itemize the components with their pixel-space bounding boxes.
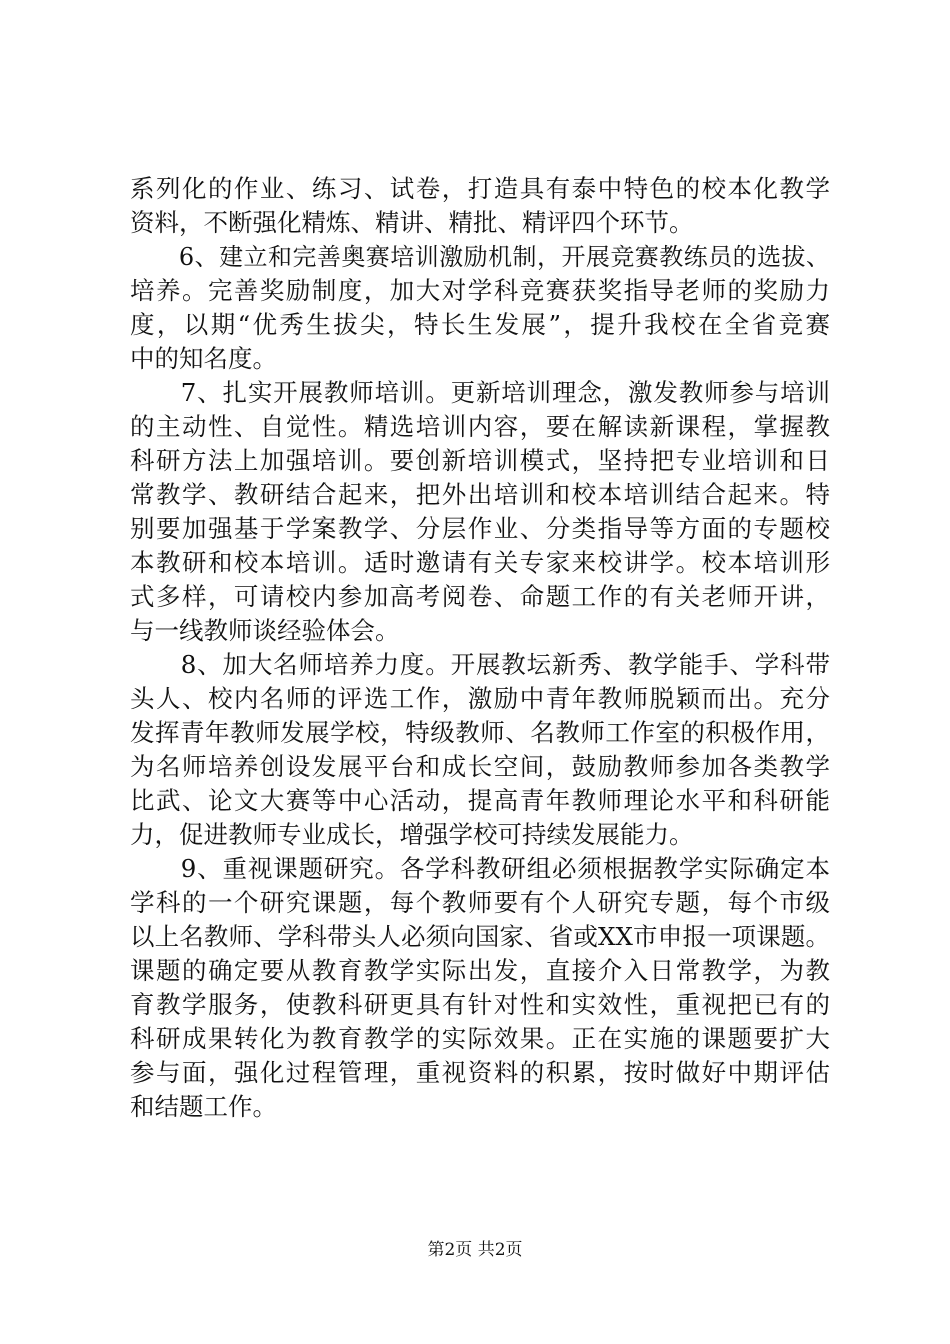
text-line: 和结题工作。 xyxy=(130,1092,277,1121)
text-line: 头人、校内名师的评选工作，激励中青年教师脱颖而出。充分 xyxy=(130,684,830,713)
text-line: 比武、论文大赛等中心活动，提高青年教师理论水平和科研能 xyxy=(130,786,830,815)
text-line: 中的知名度。 xyxy=(130,344,277,373)
text-line: 资料，不断强化精炼、精讲、精批、精评四个环节。 xyxy=(130,208,694,237)
text-line: 6、建立和完善奥赛培训激励机制，开展竞赛教练员的选拔、 xyxy=(130,243,830,271)
text-line: 8、加大名师培养力度。开展教坛新秀、教学能手、学科带 xyxy=(130,650,830,679)
text-line: 与一线教师谈经验体会。 xyxy=(130,616,400,645)
page-number-footer: 第2页 共2页 xyxy=(427,1240,523,1260)
text-line: 系列化的作业、练习、试卷，打造具有泰中特色的校本化教学 xyxy=(130,174,830,203)
text-line: 为名师培养创设发展平台和成长空间，鼓励教师参加各类教学 xyxy=(130,752,830,781)
text-line: 课题的确定要从教育教学实际出发，直接介入日常教学，为教 xyxy=(130,956,830,985)
text-line: 科研成果转化为教育教学的实际效果。正在实施的课题要扩大 xyxy=(130,1024,830,1053)
text-line: 育教学服务，使教科研更具有针对性和实效性，重视把已有的 xyxy=(130,990,830,1019)
text-line: 力，促进教师专业成长，增强学校可持续发展能力。 xyxy=(130,820,694,849)
text-line: 7、扎实开展教师培训。更新培训理念，激发教师参与培训 xyxy=(130,378,830,407)
text-line: 科研方法上加强培训。要创新培训模式，坚持把专业培训和日 xyxy=(130,446,830,475)
text-line: 以上名教师、学科带头人必须向国家、省或XX市申报一项课题。 xyxy=(130,922,830,951)
text-line: 9、重视课题研究。各学科教研组必须根据教学实际确定本 xyxy=(130,854,830,883)
text-line: 培养。完善奖励制度，加大对学科竞赛获奖指导老师的奖励力 xyxy=(130,276,830,305)
text-line: 别要加强基于学案教学、分层作业、分类指导等方面的专题校 xyxy=(130,514,830,543)
text-line: 学科的一个研究课题，每个教师要有个人研究专题，每个市级 xyxy=(130,888,830,917)
text-line: 度，以期“优秀生拔尖，特长生发展”，提升我校在全省竞赛 xyxy=(130,310,830,339)
document-body xyxy=(130,172,830,1124)
text-line: 本教研和校本培训。适时邀请有关专家来校讲学。校本培训形 xyxy=(130,548,830,577)
text-line: 发挥青年教师发展学校，特级教师、名教师工作室的积极作用， xyxy=(130,718,830,747)
text-line: 的主动性、自觉性。精选培训内容，要在解读新课程，掌握教 xyxy=(130,412,830,441)
text-line: 式多样，可请校内参加高考阅卷、命题工作的有关老师开讲， xyxy=(130,582,830,611)
text-line: 常教学、教研结合起来，把外出培训和校本培训结合起来。特 xyxy=(130,480,830,509)
text-line: 参与面，强化过程管理，重视资料的积累，按时做好中期评估 xyxy=(130,1058,830,1087)
